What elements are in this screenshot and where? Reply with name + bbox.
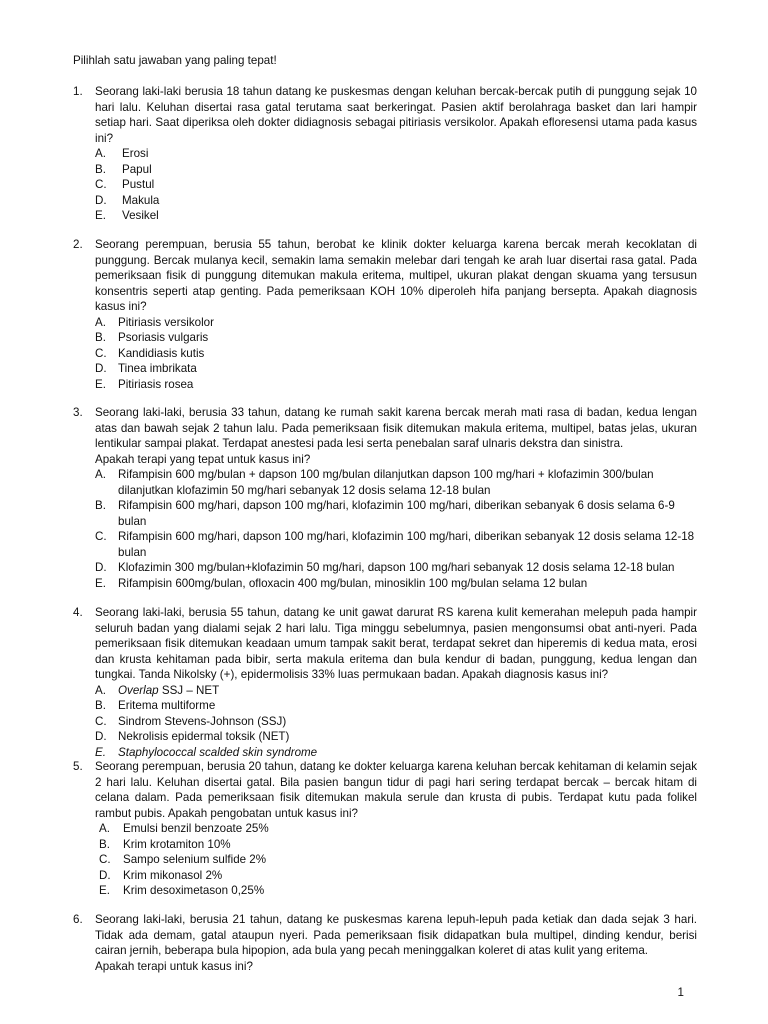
- question-6: [73, 912, 697, 974]
- option: [99, 883, 697, 899]
- question-number: 6.: [73, 913, 83, 926]
- question-text: Seorang laki-laki, berusia 21 tahun, datang ke puskesmas karena lepuh-lepuh pada ketiak dan dada sejak 3 hari. Tidak ada demam, gatal ataupun nyeri. Pada pemeriksaan fisik didapatkan bula multipel, dinding kendur, berisi cairan jernih, beberapa bula hipopion, ada bula yang pecah meninggalkan koleret di atas kulit yang eritema.: [95, 913, 697, 957]
- option-text: Sindrom Stevens-Johnson (SSJ): [118, 714, 287, 728]
- question-4: [73, 605, 697, 760]
- option-text-italic: Overlap: [118, 683, 159, 697]
- question-text: Seorang perempuan, berusia 55 tahun, berobat ke klinik dokter keluarga karena bercak merah kecoklatan di punggung. Bercak mulanya kecil, semakin lama semakin melebar dari tengah ke arah luar disertai rasa gatal. Pada pemeriksaan fisik di punggung ditemukan makula eritema, multipel, ukuran plakat dengan skuama yang tersusun konsentris seperti atap genting. Pada pemeriksaan KOH 10% diperoleh hifa panjang bersepta. Apakah diagnosis kasus ini?: [95, 238, 697, 313]
- options-list: [95, 683, 697, 761]
- option-text: Tinea imbrikata: [118, 362, 197, 375]
- option-letter: E.: [95, 745, 106, 759]
- option: [99, 837, 697, 853]
- option: [95, 330, 697, 346]
- options-list: [95, 315, 697, 393]
- question-text: Seorang laki-laki, berusia 55 tahun, datang ke unit gawat darurat RS karena kulit kemerahan melepuh pada hampir seluruh badan yang dialami sejak 2 hari lalu. Tiga minggu sebelumnya, pasien mengonsumsi obat anti-nyeri. Pada pemeriksaan fisik ditemukan keadaan umum tampak sakit berat, terdapat sekret dan hiperemis di kedua mata, erosi dan krusta kehitaman pada bibir, serta makula eritema dan bula kendur di badan, punggung, kedua lengan dan tungkai. Tanda Nikolsky (+), epidermolisis 33% luas permukaan badan. Apakah diagnosis kasus ini?: [95, 606, 697, 681]
- options-list: [95, 146, 697, 224]
- option: [99, 852, 697, 868]
- option-text: Psoriasis vulgaris: [118, 331, 209, 344]
- option: [95, 698, 697, 714]
- option-text: Emulsi benzil benzoate 25%: [123, 822, 269, 835]
- question-text: Seorang laki-laki berusia 18 tahun datang ke puskesmas dengan keluhan bercak-bercak putih di punggung sejak 10 hari lalu. Keluhan disertai rasa gatal terutama saat berkeringat. Pasien aktif berolahraga basket dan lari hampir setiap hari. Saat diperiksa oleh dokter didiagnosis sebagai pitiriasis versikolor. Apakah efloresensi utama pada kasus ini?: [95, 85, 697, 145]
- option-text: Kandidiasis kutis: [118, 346, 205, 360]
- option-letter: B.: [95, 499, 106, 512]
- question-5: [73, 759, 697, 899]
- option: [95, 560, 697, 576]
- option: [95, 361, 697, 377]
- option: [95, 146, 697, 162]
- page-number: 1: [677, 986, 684, 999]
- question-prompt: Apakah terapi yang tepat untuk kasus ini?: [95, 452, 311, 466]
- question-3: [73, 405, 697, 591]
- question-1: [73, 84, 697, 224]
- option-text: Pitiriasis versikolor: [118, 315, 214, 329]
- option-letter: B.: [95, 331, 106, 344]
- option: [95, 346, 697, 362]
- option: [95, 576, 697, 592]
- option-text: Eritema multiforme: [118, 699, 216, 712]
- option: [95, 683, 697, 699]
- option-text: Vesikel: [122, 209, 159, 222]
- option: [95, 729, 697, 745]
- option-text: Sampo selenium sulfide 2%: [123, 853, 267, 866]
- option-letter: C.: [99, 853, 111, 866]
- options-list: [99, 821, 697, 899]
- option-letter: B.: [99, 837, 110, 851]
- option-letter: D.: [95, 362, 107, 375]
- option: [95, 745, 697, 761]
- option-letter: A.: [99, 822, 110, 835]
- question-number: 4.: [73, 606, 83, 619]
- option-text: Krim desoximetason 0,25%: [123, 884, 265, 897]
- option: [95, 315, 697, 331]
- option: [95, 714, 697, 730]
- option-letter: D.: [95, 193, 107, 207]
- option-letter: C.: [95, 714, 107, 728]
- option-text: Makula: [122, 193, 160, 207]
- option-letter: E.: [95, 209, 106, 222]
- option: [95, 177, 697, 193]
- option: [95, 162, 697, 178]
- question-prompt: Apakah terapi untuk kasus ini?: [95, 959, 253, 973]
- options-list: [95, 467, 697, 591]
- option: [95, 467, 697, 498]
- option-text: Papul: [122, 162, 152, 176]
- option: [99, 868, 697, 884]
- option-letter: E.: [95, 377, 106, 391]
- option-letter: A.: [95, 315, 106, 329]
- option-letter: B.: [95, 162, 106, 176]
- option-text: Nekrolisis epidermal toksik (NET): [118, 730, 290, 743]
- option-text: Krim krotamiton 10%: [123, 837, 231, 851]
- option: [95, 193, 697, 209]
- question-number: 2.: [73, 238, 83, 251]
- option-text: Rifampisin 600mg/bulan, ofloxacin 400 mg/bulan, minosiklin 100 mg/bulan selama 12 bulan: [118, 576, 588, 590]
- option: [95, 208, 697, 224]
- option-letter: A.: [95, 147, 106, 160]
- option-letter: C.: [95, 530, 107, 543]
- option: [95, 377, 697, 393]
- option-text: Staphylococcal scalded skin syndrome: [118, 745, 318, 759]
- option-letter: D.: [99, 868, 111, 882]
- option-letter: D.: [95, 561, 107, 574]
- option-text: Rifampisin 600 mg/hari, dapson 100 mg/hari, klofazimin 100 mg/hari, diberikan sebanyak 6 dosis selama 6-9 bulan: [118, 499, 675, 528]
- option-text: Krim mikonasol 2%: [123, 868, 223, 882]
- question-number: 3.: [73, 406, 83, 419]
- question-2: [73, 237, 697, 392]
- option-letter: E.: [99, 884, 110, 897]
- option-text: Pitiriasis rosea: [118, 377, 194, 391]
- option-text: SSJ – NET: [158, 683, 220, 697]
- option-text: Pustul: [122, 178, 155, 191]
- option: [99, 821, 697, 837]
- question-text: Seorang laki-laki, berusia 33 tahun, datang ke rumah sakit karena bercak merah mati rasa di badan, kedua lengan atas dan bawah sejak 2 tahun lalu. Pada pemeriksaan fisik ditemukan makula eritema, multipel, batas jelas, ukuran lentikular sampai plakat. Terdapat anestesi pada lesi serta penebalan saraf ulnaris dekstra dan sinistra.: [95, 406, 697, 450]
- option-letter: B.: [95, 699, 106, 712]
- instruction: Pilihlah satu jawaban yang paling tepat!: [73, 54, 277, 67]
- option: [95, 529, 697, 560]
- option-text: Rifampisin 600 mg/hari, dapson 100 mg/hari, klofazimin 100 mg/hari, diberikan sebanyak 12 dosis selama 12-18 bulan: [118, 530, 695, 559]
- option-letter: A.: [95, 683, 106, 697]
- option-text: Rifampisin 600 mg/bulan + dapson 100 mg/bulan dilanjutkan dapson 100 mg/hari + klofazimin 300/bulan dilanjutkan klofazimin 50 mg/hari sebanyak 12 dosis selama 12-18 bulan: [118, 468, 654, 497]
- option-letter: E.: [95, 576, 106, 590]
- option: [95, 498, 697, 529]
- option-letter: A.: [95, 468, 106, 481]
- option-letter: C.: [95, 178, 107, 191]
- question-number: 1.: [73, 85, 83, 98]
- option-letter: C.: [95, 346, 107, 360]
- option-text: Erosi: [122, 147, 149, 160]
- option-letter: D.: [95, 730, 107, 743]
- question-number: 5.: [73, 760, 83, 773]
- option-text: Klofazimin 300 mg/bulan+klofazimin 50 mg/hari, dapson 100 mg/hari sebanyak 12 dosis selama 12-18 bulan: [118, 561, 675, 574]
- question-text: Seorang perempuan, berusia 20 tahun, datang ke dokter keluarga karena keluhan bercak kehitaman di kelamin sejak 2 hari lalu. Keluhan disertai gatal. Bila pasien bangun tidur di pagi hari sering terdapat bercak – bercak hitam di celana dalam. Pada pemeriksaan fisik ditemukan makula serule dan krusta di pubis. Terdapat kutu pada folikel rambut pubis. Apakah pengobatan untuk kasus ini?: [95, 760, 697, 820]
